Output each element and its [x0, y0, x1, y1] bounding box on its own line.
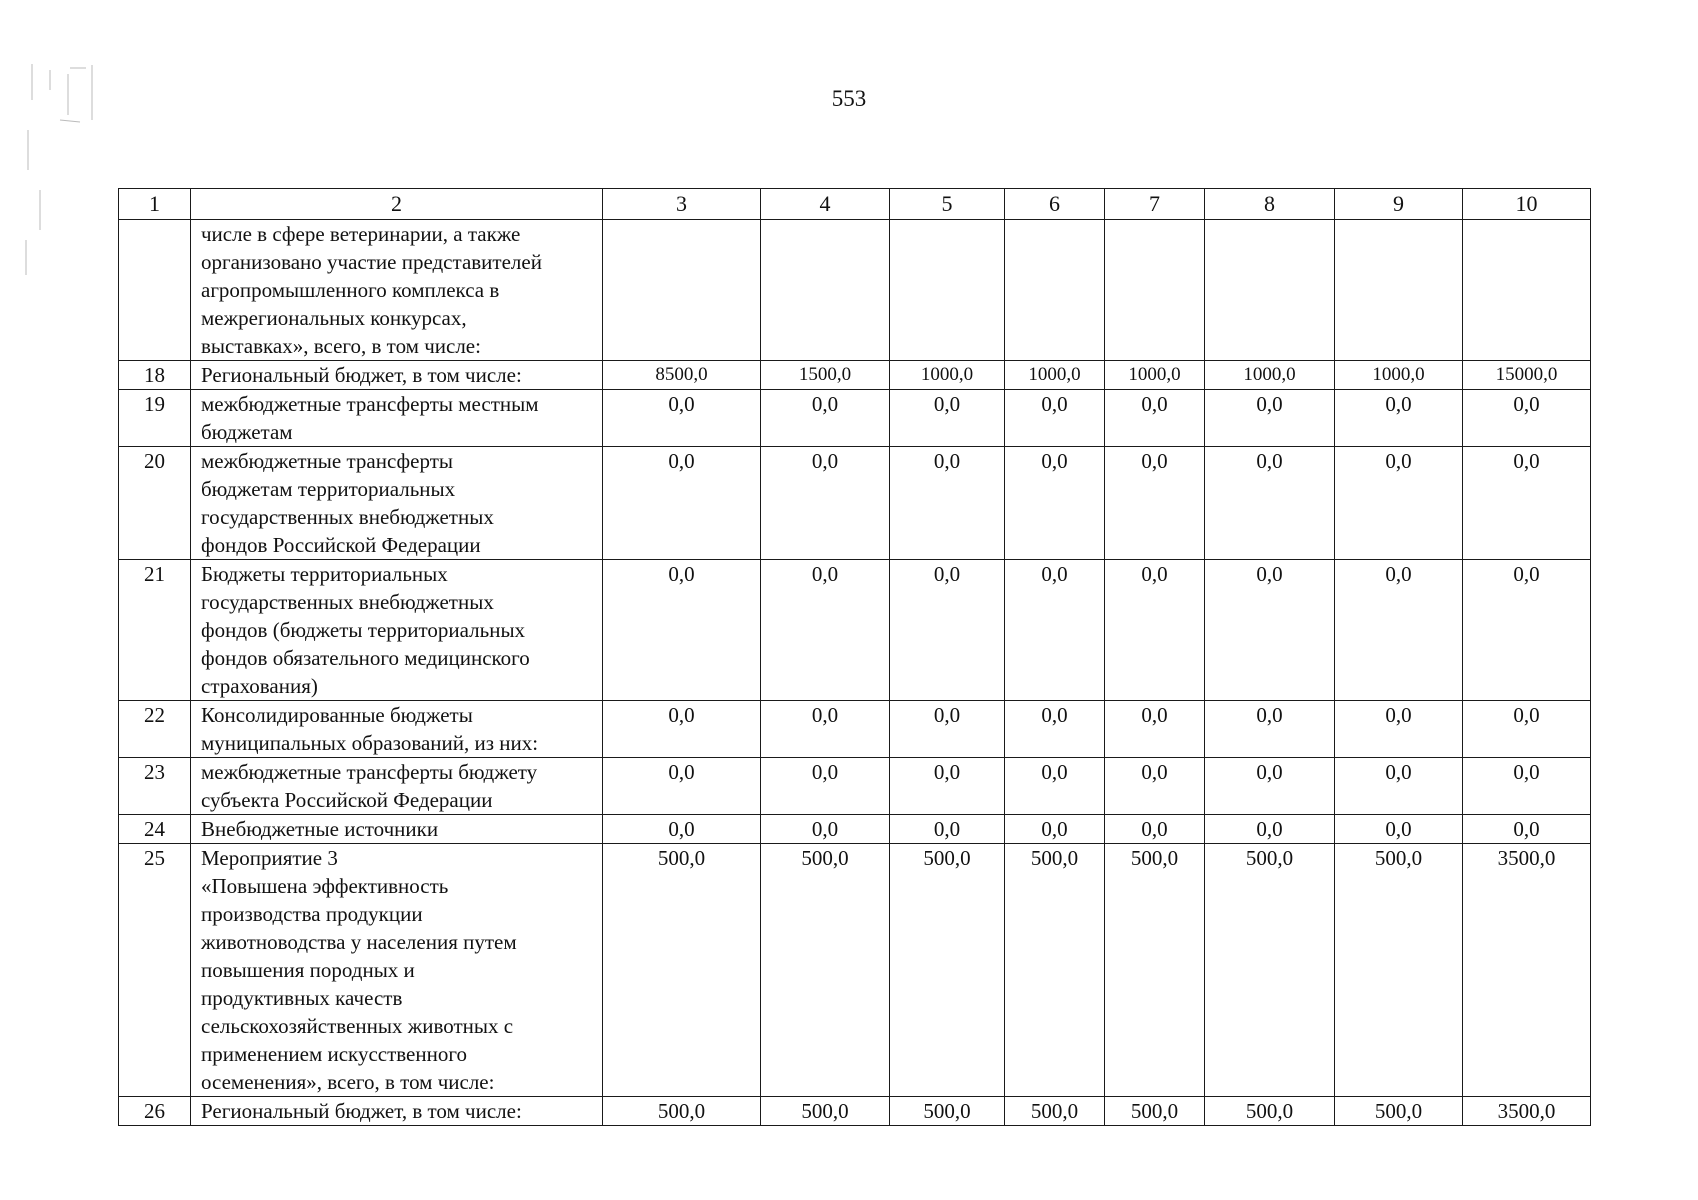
- column-header: 5: [890, 189, 1005, 220]
- value-cell: 500,0: [890, 1097, 1005, 1126]
- value-cell: 500,0: [761, 1097, 890, 1126]
- value-cell: 0,0: [603, 560, 761, 701]
- value-cell: 0,0: [1463, 815, 1591, 844]
- value-cell: [603, 220, 761, 361]
- value-cell: 500,0: [1335, 844, 1463, 1097]
- description-line: организовано участие представителей: [201, 250, 542, 274]
- value-cell: 0,0: [1005, 758, 1105, 815]
- value-cell: 0,0: [761, 815, 890, 844]
- description-line: межрегиональных конкурсах,: [201, 306, 467, 330]
- value-cell: 0,0: [890, 758, 1005, 815]
- value-cell: 0,0: [1335, 701, 1463, 758]
- table-body: [119, 189, 1591, 1126]
- table-row: [119, 390, 1591, 447]
- description-line: Региональный бюджет, в том числе:: [201, 1099, 522, 1123]
- value-cell: 1000,0: [1005, 361, 1105, 390]
- value-cell: [890, 220, 1005, 361]
- value-cell: 0,0: [1205, 560, 1335, 701]
- description-line: осеменения», всего, в том числе:: [201, 1070, 495, 1094]
- table-row: [119, 701, 1591, 758]
- row-description: [191, 701, 603, 758]
- row-description: [191, 560, 603, 701]
- value-cell: 0,0: [890, 390, 1005, 447]
- value-cell: [761, 220, 890, 361]
- description-line: фондов Российской Федерации: [201, 533, 481, 557]
- value-cell: 0,0: [761, 701, 890, 758]
- row-description: [191, 815, 603, 844]
- value-cell: 0,0: [603, 701, 761, 758]
- value-cell: 0,0: [761, 560, 890, 701]
- column-header: 10: [1463, 189, 1591, 220]
- description-line: межбюджетные трансферты бюджету: [201, 760, 538, 784]
- description-line: межбюджетные трансферты: [201, 449, 453, 473]
- row-number: 21: [119, 560, 191, 701]
- value-cell: 1000,0: [890, 361, 1005, 390]
- value-cell: 0,0: [890, 701, 1005, 758]
- row-number: 26: [119, 1097, 191, 1126]
- value-cell: 0,0: [1105, 390, 1205, 447]
- value-cell: 0,0: [1105, 815, 1205, 844]
- value-cell: [1463, 220, 1591, 361]
- value-cell: 0,0: [1463, 390, 1591, 447]
- description-line: производства продукции: [201, 902, 423, 926]
- value-cell: [1105, 220, 1205, 361]
- value-cell: 500,0: [761, 844, 890, 1097]
- value-cell: 500,0: [1205, 844, 1335, 1097]
- value-cell: 0,0: [1463, 560, 1591, 701]
- description-line: «Повышена эффективность: [201, 874, 449, 898]
- column-header: 2: [191, 189, 603, 220]
- value-cell: 0,0: [1335, 815, 1463, 844]
- table-row: [119, 1097, 1591, 1126]
- table-row: [119, 447, 1591, 560]
- page-number: 553: [831, 86, 867, 111]
- value-cell: 500,0: [1105, 844, 1205, 1097]
- description-line: Внебюджетные источники: [201, 817, 439, 841]
- value-cell: [1205, 220, 1335, 361]
- value-cell: 0,0: [603, 447, 761, 560]
- value-cell: 1000,0: [1105, 361, 1205, 390]
- row-number: 19: [119, 390, 191, 447]
- row-description: [191, 361, 603, 390]
- description-line: муниципальных образований, из них:: [201, 731, 539, 755]
- column-header: 9: [1335, 189, 1463, 220]
- row-number: [119, 220, 191, 361]
- value-cell: 500,0: [1105, 1097, 1205, 1126]
- row-number: 25: [119, 844, 191, 1097]
- row-description: [191, 447, 603, 560]
- value-cell: 0,0: [1005, 815, 1105, 844]
- description-line: бюджетам: [201, 420, 293, 444]
- value-cell: 0,0: [1335, 560, 1463, 701]
- row-number: 18: [119, 361, 191, 390]
- table-row: [119, 560, 1591, 701]
- value-cell: 0,0: [1105, 447, 1205, 560]
- value-cell: 500,0: [1005, 1097, 1105, 1126]
- value-cell: 0,0: [1105, 560, 1205, 701]
- value-cell: 0,0: [761, 758, 890, 815]
- description-line: межбюджетные трансферты местным: [201, 392, 539, 416]
- column-header: 8: [1205, 189, 1335, 220]
- description-line: Региональный бюджет, в том числе:: [201, 363, 522, 387]
- column-header: 1: [119, 189, 191, 220]
- value-cell: 0,0: [1205, 447, 1335, 560]
- value-cell: 0,0: [1335, 390, 1463, 447]
- description-line: применением искусственного: [201, 1042, 467, 1066]
- value-cell: 3500,0: [1463, 844, 1591, 1097]
- description-line: фондов обязательного медицинского: [201, 646, 530, 670]
- value-cell: 0,0: [1205, 758, 1335, 815]
- row-number: 23: [119, 758, 191, 815]
- value-cell: 0,0: [1205, 701, 1335, 758]
- value-cell: 0,0: [603, 758, 761, 815]
- column-header: 3: [603, 189, 761, 220]
- value-cell: 500,0: [1205, 1097, 1335, 1126]
- value-cell: 0,0: [890, 815, 1005, 844]
- description-line: бюджетам территориальных: [201, 477, 456, 501]
- value-cell: 500,0: [890, 844, 1005, 1097]
- description-line: Бюджеты территориальных: [201, 562, 448, 586]
- scan-margin-marks: [20, 60, 100, 280]
- row-description: [191, 1097, 603, 1126]
- value-cell: 0,0: [1005, 560, 1105, 701]
- row-description: [191, 390, 603, 447]
- value-cell: 0,0: [761, 447, 890, 560]
- value-cell: [1005, 220, 1105, 361]
- value-cell: 500,0: [603, 1097, 761, 1126]
- description-line: Мероприятие 3: [201, 846, 338, 870]
- row-number: 22: [119, 701, 191, 758]
- value-cell: 0,0: [1005, 390, 1105, 447]
- row-description: [191, 220, 603, 361]
- description-line: страхования): [201, 674, 318, 698]
- description-line: продуктивных качеств: [201, 986, 403, 1010]
- description-line: числе в сфере ветеринарии, а также: [201, 222, 521, 246]
- value-cell: 8500,0: [603, 361, 761, 390]
- row-number: 24: [119, 815, 191, 844]
- budget-table: [118, 188, 1591, 1126]
- table-row: [119, 220, 1591, 361]
- description-line: выставках», всего, в том числе:: [201, 334, 481, 358]
- value-cell: 0,0: [1105, 701, 1205, 758]
- value-cell: 0,0: [1463, 758, 1591, 815]
- value-cell: 3500,0: [1463, 1097, 1591, 1126]
- row-description: [191, 844, 603, 1097]
- value-cell: 500,0: [603, 844, 761, 1097]
- description-line: сельскохозяйственных животных с: [201, 1014, 514, 1038]
- row-number: 20: [119, 447, 191, 560]
- value-cell: [1335, 220, 1463, 361]
- value-cell: 0,0: [1463, 447, 1591, 560]
- description-line: агропромышленного комплекса в: [201, 278, 500, 302]
- value-cell: 0,0: [1005, 701, 1105, 758]
- value-cell: 0,0: [1463, 701, 1591, 758]
- column-header: 6: [1005, 189, 1105, 220]
- value-cell: 0,0: [1005, 447, 1105, 560]
- value-cell: 500,0: [1005, 844, 1105, 1097]
- description-line: повышения породных и: [201, 958, 415, 982]
- value-cell: 0,0: [1335, 447, 1463, 560]
- value-cell: 0,0: [1335, 758, 1463, 815]
- description-line: Консолидированные бюджеты: [201, 703, 473, 727]
- column-header: 4: [761, 189, 890, 220]
- table-row: [119, 361, 1591, 390]
- value-cell: 0,0: [603, 390, 761, 447]
- description-line: государственных внебюджетных: [201, 590, 494, 614]
- value-cell: 0,0: [1205, 390, 1335, 447]
- value-cell: 0,0: [890, 447, 1005, 560]
- column-header: 7: [1105, 189, 1205, 220]
- value-cell: 15000,0: [1463, 361, 1591, 390]
- row-description: [191, 758, 603, 815]
- description-line: животноводства у населения путем: [201, 930, 517, 954]
- description-line: государственных внебюджетных: [201, 505, 494, 529]
- value-cell: 0,0: [1105, 758, 1205, 815]
- table-row: [119, 815, 1591, 844]
- table-row: [119, 758, 1591, 815]
- value-cell: 0,0: [890, 560, 1005, 701]
- value-cell: 1500,0: [761, 361, 890, 390]
- table-header-row: [119, 189, 1591, 220]
- value-cell: 0,0: [1205, 815, 1335, 844]
- value-cell: 1000,0: [1205, 361, 1335, 390]
- table-row: [119, 844, 1591, 1097]
- value-cell: 0,0: [603, 815, 761, 844]
- value-cell: 1000,0: [1335, 361, 1463, 390]
- description-line: фондов (бюджеты территориальных: [201, 618, 526, 642]
- description-line: субъекта Российской Федерации: [201, 788, 493, 812]
- value-cell: 0,0: [761, 390, 890, 447]
- value-cell: 500,0: [1335, 1097, 1463, 1126]
